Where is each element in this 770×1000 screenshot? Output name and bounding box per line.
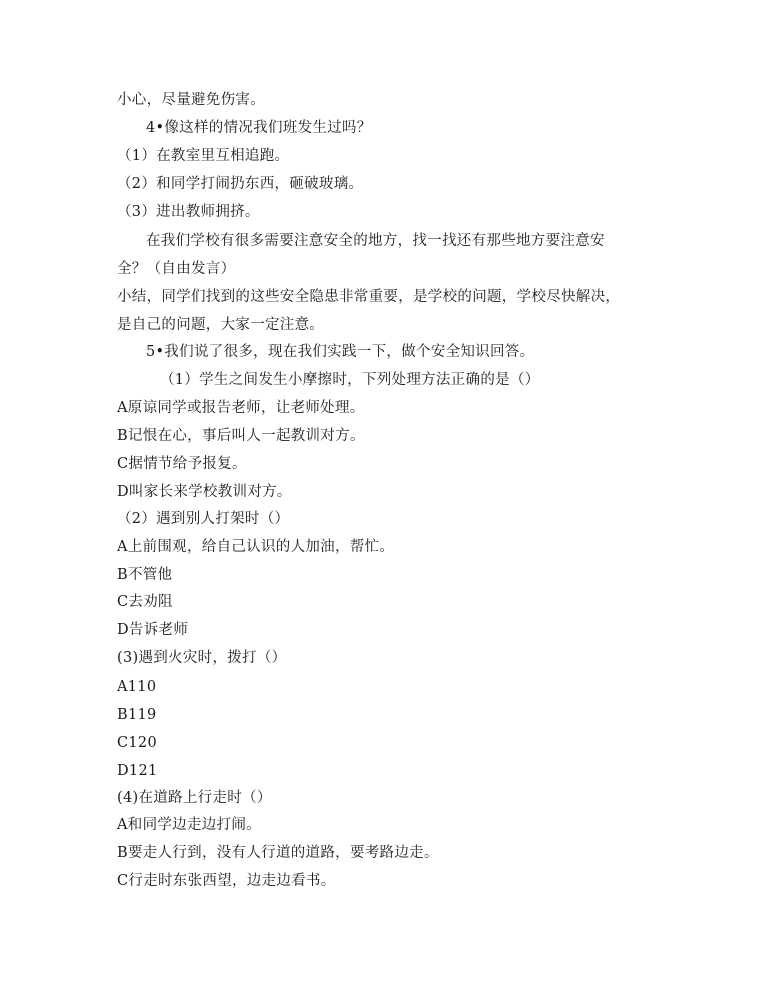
text-line: 小心，尽量避免伤害。: [117, 92, 265, 108]
list-item: （1）在教室里互相追跑。: [117, 148, 290, 164]
quiz-option: B记恨在心，事后叫人一起教训对方。: [117, 428, 365, 444]
quiz-option: A110: [117, 679, 157, 695]
quiz-option: C120: [117, 735, 157, 751]
quiz-option: D告诉老师: [117, 622, 189, 638]
list-item: （3）进出教师拥挤。: [117, 204, 260, 220]
question-4: 4•像这样的情况我们班发生过吗？: [146, 120, 372, 136]
summary-line: 是自己的问题，大家一定注意。: [117, 317, 325, 333]
quiz-option: C去劝阻: [117, 594, 173, 610]
question-5: 5•我们说了很多，现在我们实践一下，做个安全知识回答。: [146, 344, 535, 360]
quiz-option: A上前围观，给自己认识的人加油，帮忙。: [117, 539, 395, 555]
summary-line: 小结，同学们找到的这些安全隐患非常重要，是学校的问题，学校尽快解决，: [117, 289, 621, 305]
quiz-question-4: (4)在道路上行走时（）: [117, 790, 272, 806]
quiz-option: D121: [117, 763, 158, 779]
quiz-option: A原谅同学或报告老师，让老师处理。: [117, 400, 365, 416]
quiz-option: C据情节给予报复。: [117, 456, 247, 472]
quiz-option: B要走人行到，没有人行道的道路，要考路边走。: [117, 845, 439, 861]
quiz-option: C行走时东张西望，边走边看书。: [117, 873, 336, 889]
quiz-option: A和同学边走边打闹。: [117, 817, 261, 833]
quiz-question-3: (3)遇到火灾时，拨打（）: [117, 650, 287, 666]
quiz-option: D叫家长来学校教训对方。: [117, 484, 292, 500]
paragraph-line: 在我们学校有很多需要注意安全的地方，找一找还有那些地方要注意安: [146, 233, 605, 249]
list-item: （2）和同学打闹扔东西，砸破玻璃。: [117, 176, 364, 192]
quiz-question-2: （2）遇到别人打架时（）: [117, 511, 290, 527]
quiz-option: B119: [117, 707, 157, 723]
quiz-option: B不管他: [117, 567, 173, 583]
paragraph-line: 全？（自由发言）: [117, 261, 236, 277]
quiz-question-1: （1）学生之间发生小摩擦时，下列处理方法正确的是（）: [160, 372, 540, 388]
